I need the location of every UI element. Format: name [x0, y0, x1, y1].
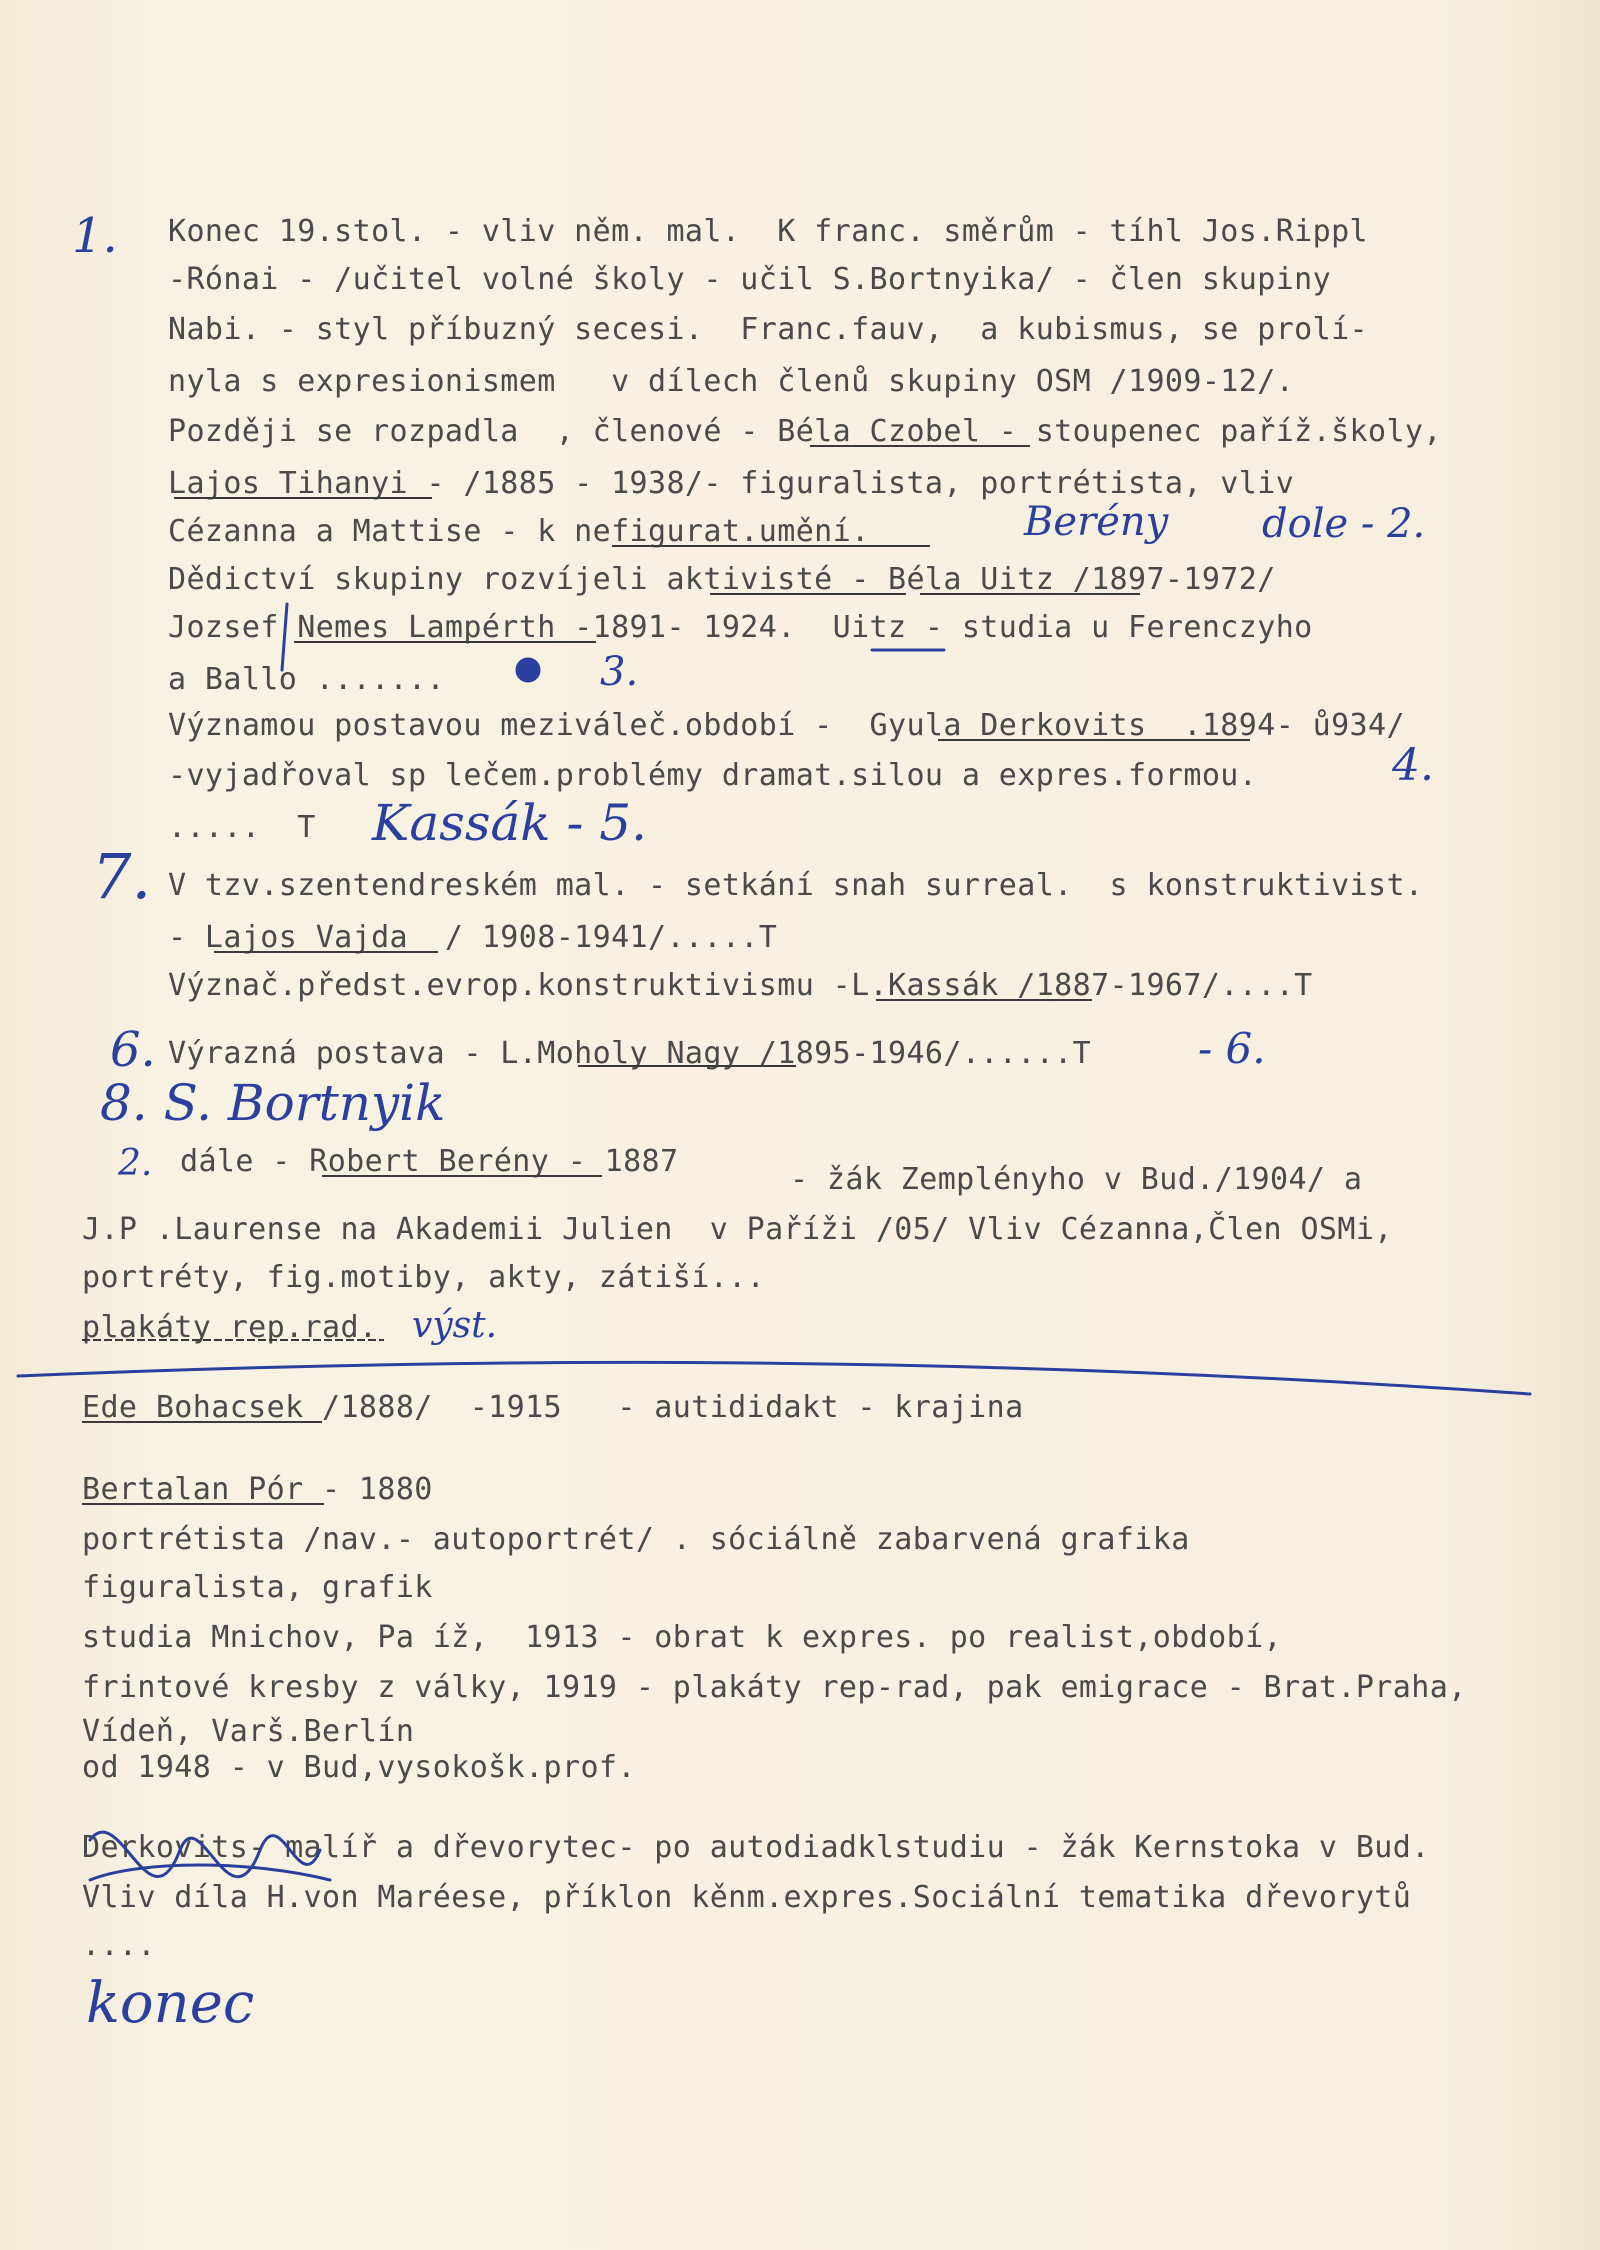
typed-line: portréty, fig.motiby, akty, zátiší...	[82, 1260, 766, 1295]
typed-line: dále - Robert Berény - 1887	[180, 1144, 679, 1179]
typed-line: - žák Zemplényho v Bud./1904/ a	[790, 1162, 1363, 1197]
typed-line: Ede Bohacsek /1888/ -1915 - autididakt - krajina	[82, 1390, 1024, 1425]
hand-note-6: - 6.	[1198, 1024, 1266, 1073]
typed-line: V tzv.szentendreském mal. - setkání snah surreal. s konstruktivist.	[168, 868, 1424, 903]
typed-line: -Rónai - /učitel volné školy - učil S.Bortnyika/ - člen skupiny	[168, 262, 1332, 297]
typed-line: Významou postavou meziváleč.období - Gyula Derkovits .1894- ů934/	[168, 708, 1405, 743]
typed-line: figuralista, grafik	[82, 1570, 433, 1605]
typed-line: plakáty rep.rad.	[82, 1310, 378, 1345]
hand-note-dole: dole - 2.	[1262, 501, 1426, 547]
horizontal-divider	[18, 1362, 1530, 1394]
hand-note-bortnyik: 8. S. Bortnyik	[100, 1074, 446, 1132]
typed-line: portrétista /nav.- autoportrét/ . sóciálně zabarvená grafika	[82, 1522, 1190, 1557]
hand-note-bereny: Berény	[1024, 499, 1169, 545]
typed-line: Výrazná postava - L.Moholy Nagy /1895-1946/......T	[168, 1036, 1092, 1071]
hand-number-3: 3.	[600, 649, 639, 695]
typed-line: frintové kresby z války, 1919 - plakáty rep-rad, pak emigrace - Brat.Praha,	[82, 1670, 1467, 1705]
typed-line: -vyjadřoval sp lečem.problémy dramat.silou a expres.formou.	[168, 758, 1258, 793]
typed-line: a Ballo .......	[168, 662, 445, 697]
typed-line: Cézanna a Mattise - k nefigurat.umění.	[168, 514, 870, 549]
hand-number-6: 6.	[110, 1022, 156, 1078]
typed-line: Jozsef Nemes Lampérth -1891- 1924. Uitz - studia u Ferenczyho	[168, 610, 1313, 645]
typed-line: Vliv díla H.von Maréese, příklon kěnm.expres.Sociální tematika dřevorytů	[82, 1880, 1412, 1915]
typed-line: Derkovits- malíř a dřevorytec- po autodiadklstudiu - žák Kernstoka v Bud.	[82, 1830, 1430, 1865]
scribble-crossout	[90, 1865, 330, 1880]
typed-line: Vídeň, Varš.Berlín	[82, 1714, 415, 1749]
typed-line: studia Mnichov, Pa íž, 1913 - obrat k expres. po realist,období,	[82, 1620, 1282, 1655]
typed-line: ..... T	[168, 810, 316, 845]
typed-line: Lajos Tihanyi - /1885 - 1938/- figuralista, portrétista, vliv	[168, 466, 1295, 501]
hand-number-7: 7.	[92, 840, 152, 913]
hand-note-vyst: výst.	[412, 1305, 498, 1346]
typed-line: - Lajos Vajda / 1908-1941/.....T	[168, 920, 778, 955]
hand-note-konec: konec	[86, 1971, 255, 2036]
typed-line: Bertalan Pór - 1880	[82, 1472, 433, 1507]
typed-line: Dědictví skupiny rozvíjeli aktivisté - Béla Uitz /1897-1972/	[168, 562, 1276, 597]
typed-line: nyla s expresionismem v dílech členů skupiny OSM /1909-12/.	[168, 364, 1295, 399]
hand-number-4: 4.	[1392, 740, 1434, 791]
typed-line: Později se rozpadla , členové - Béla Czobel - stoupenec paříž.školy,	[168, 414, 1442, 449]
ink-blot	[517, 659, 539, 681]
hand-note-kassak: Kassák - 5.	[372, 794, 647, 852]
typed-line: Nabi. - styl příbuzný secesi. Franc.fauv, a kubismus, se prolí-	[168, 312, 1368, 347]
hand-number-1: 1.	[72, 208, 118, 264]
typed-line: J.P .Laurense na Akademii Julien v Paříži /05/ Vliv Cézanna,Člen OSMi,	[82, 1212, 1393, 1247]
typed-line: Konec 19.stol. - vliv něm. mal. K franc. směrům - tíhl Jos.Rippl	[168, 214, 1368, 249]
stroke-mark	[282, 604, 287, 670]
typed-line: od 1948 - v Bud,vysokošk.prof.	[82, 1750, 636, 1785]
typed-line: Význač.předst.evrop.konstruktivismu -L.Kassák /1887-1967/....T	[168, 968, 1313, 1003]
hand-number-2: 2.	[118, 1143, 153, 1184]
typed-line: ....	[82, 1928, 156, 1963]
